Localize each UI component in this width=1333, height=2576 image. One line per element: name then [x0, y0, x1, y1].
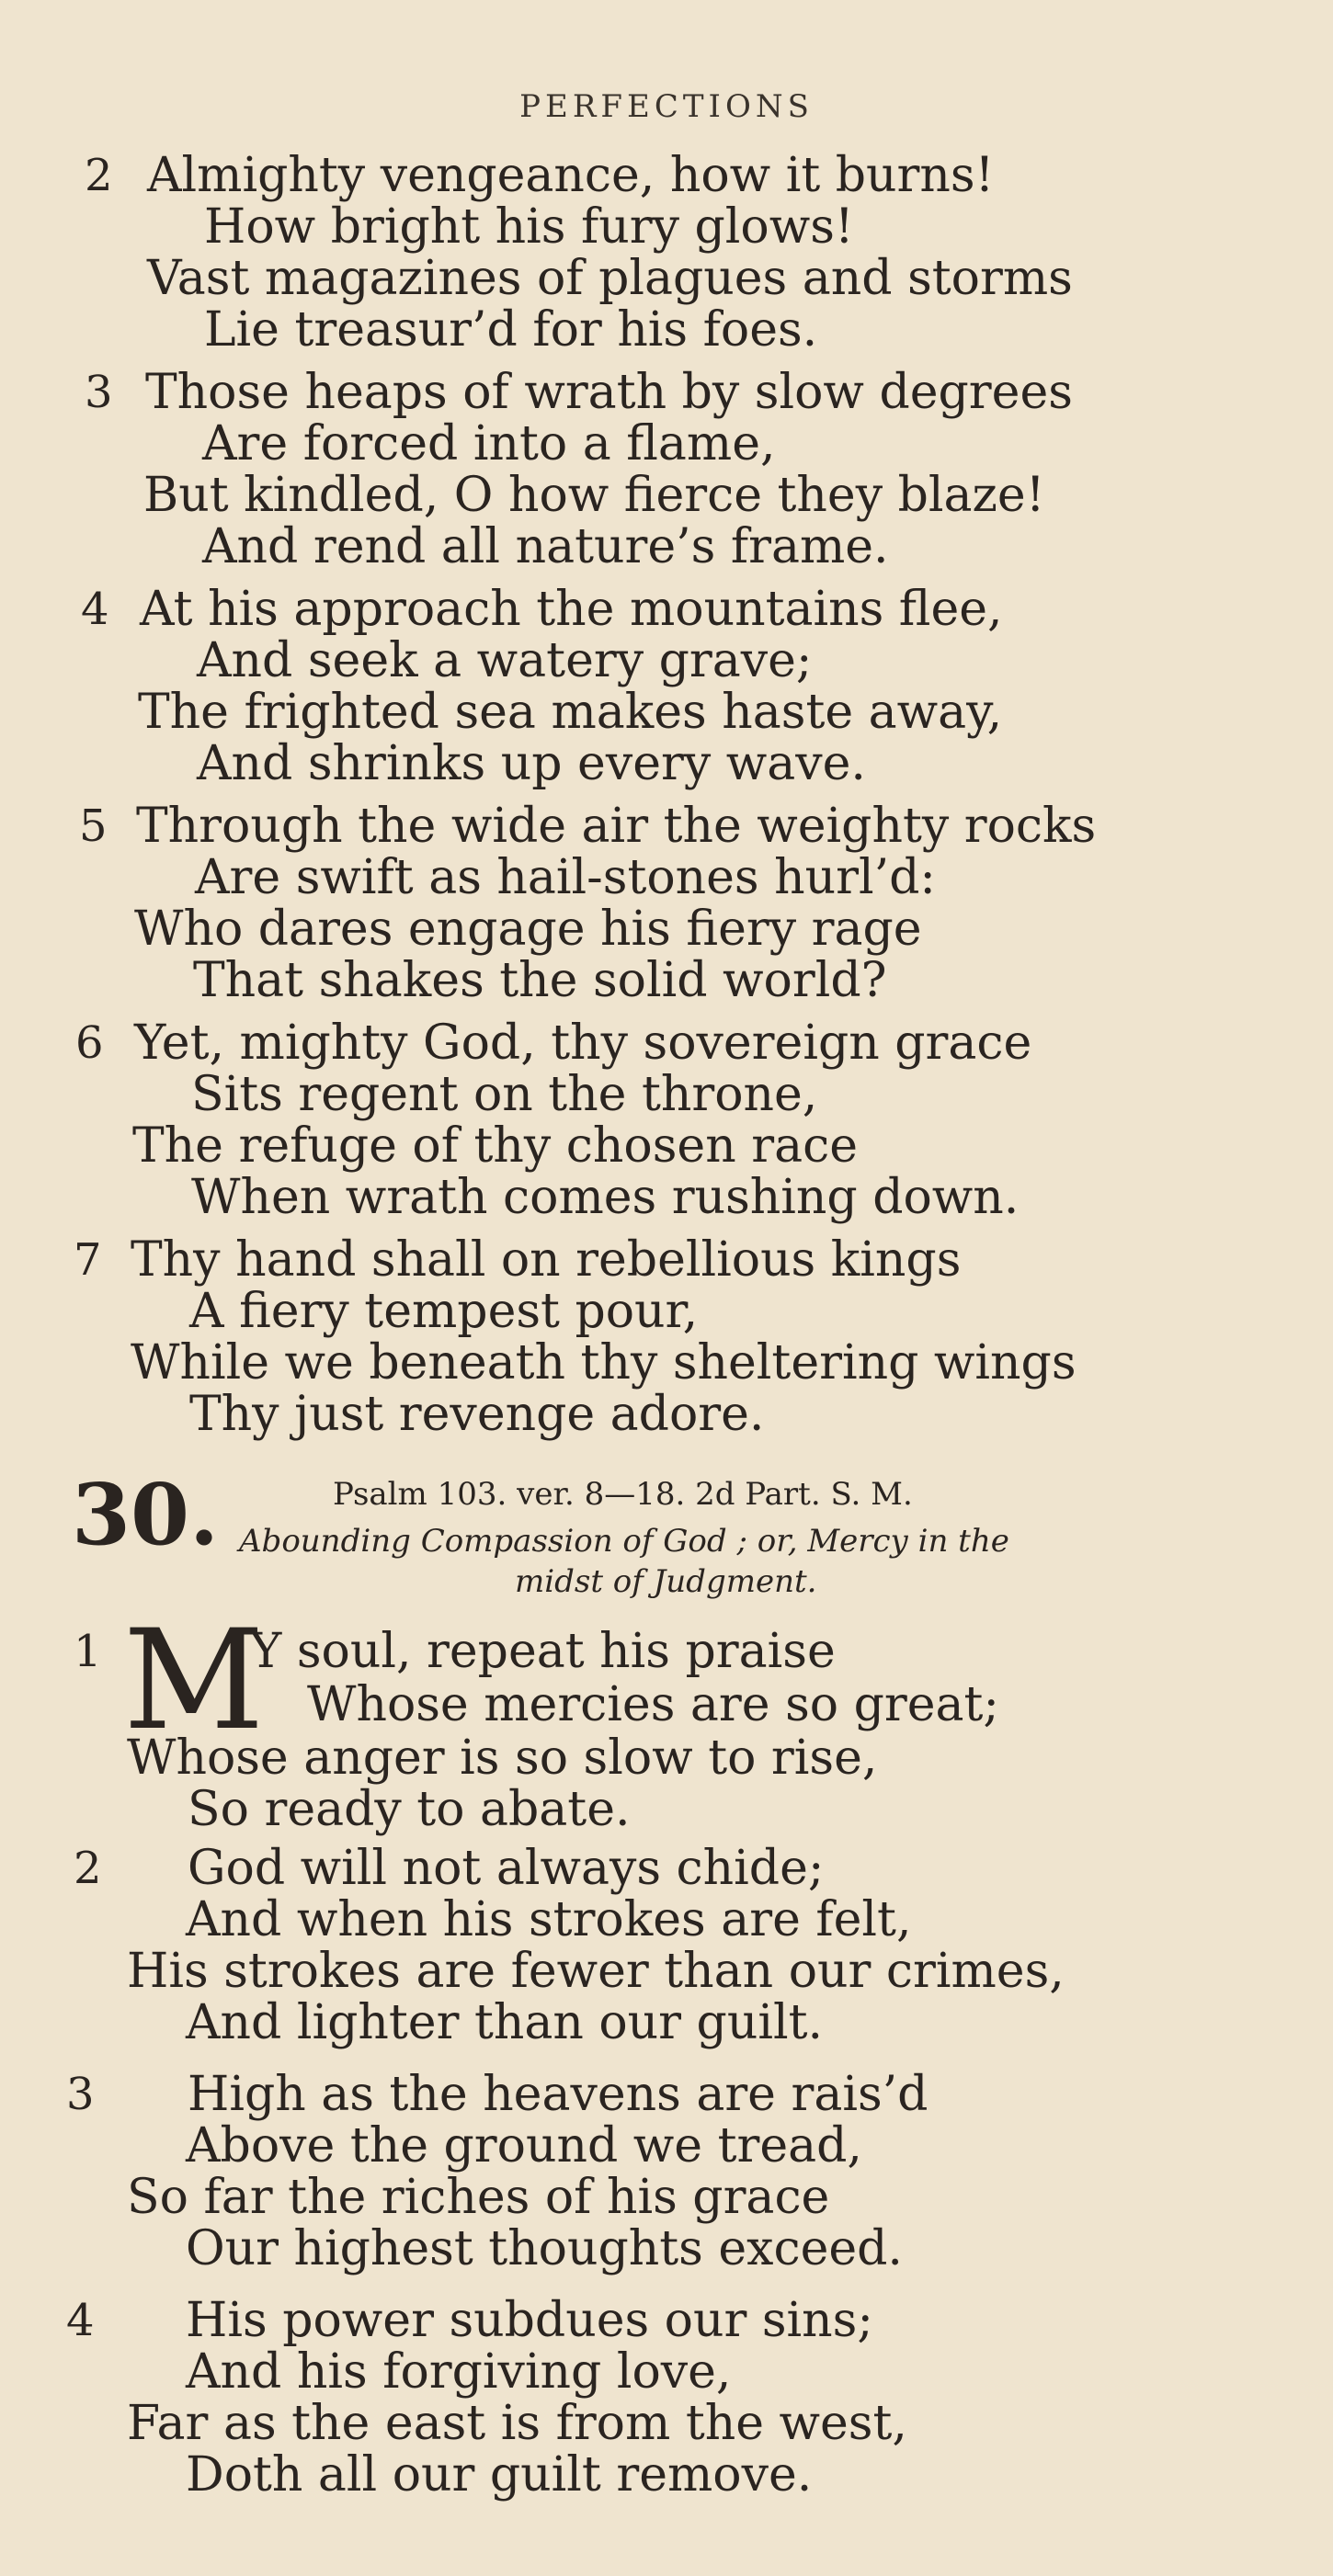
verse-line: Far as the east is from the west, [127, 2396, 907, 2451]
verse-line: His power subdues our sins; [186, 2293, 873, 2348]
verse-line: While we beneath thy sheltering wings [131, 1335, 1077, 1390]
verse-line: Those heaps of wrath by slow degrees [145, 365, 1073, 420]
verse-line: At his approach the mountains flee, [140, 582, 1003, 637]
verse-line: How bright his fury glows! [204, 199, 854, 255]
verse-line: Above the ground we tread, [186, 2118, 862, 2173]
verse-line: Through the wide air the weighty rocks [136, 799, 1097, 854]
verse-line: Thy hand shall on rebellious kings [131, 1232, 962, 1288]
hymn-title: Abounding Compassion of God ; or, Mercy in the [239, 1523, 1009, 1560]
verse-line: High as the heavens are rais’d [188, 2067, 929, 2122]
stanza-number: 2 [85, 150, 113, 201]
verse-line: Our highest thoughts exceed. [186, 2221, 903, 2276]
hymn-meter: Psalm 103. ver. 8—18. 2d Part. S. M. [333, 1476, 913, 1513]
verse-line: Y soul, repeat his praise [250, 1624, 836, 1679]
verse-line: Are swift as hail-stones hurl’d: [195, 850, 936, 905]
verse-line: Vast magazines of plagues and storms [147, 251, 1073, 306]
verse-line: So far the riches of his grace [127, 2170, 830, 2225]
verse-line: The frighted sea makes haste away, [138, 685, 1003, 740]
stanza-number: 3 [85, 367, 113, 418]
verse-line: God will not always chide; [188, 1841, 825, 1896]
drop-cap: M [123, 1601, 265, 1761]
verse-line: And his forgiving love, [186, 2344, 732, 2400]
verse-line: Whose anger is so slow to rise, [127, 1731, 878, 1786]
verse-line: And lighter than our guilt. [186, 1995, 824, 2050]
hymn-title: midst of Judgment. [515, 1563, 817, 1600]
verse-line: A fiery tempest pour, [189, 1284, 699, 1339]
hymn-number: 30. [72, 1465, 220, 1564]
stanza-number: 7 [74, 1234, 102, 1286]
stanza-number: 2 [74, 1843, 102, 1894]
running-head: PERFECTIONS [519, 88, 814, 125]
verse-line: Almighty vengeance, how it burns! [147, 148, 995, 203]
verse-line: Thy just revenge adore. [189, 1387, 765, 1442]
stanza-number: 4 [81, 584, 109, 635]
verse-line: The refuge of thy chosen race [132, 1118, 858, 1174]
verse-line: And shrinks up every wave. [197, 736, 866, 791]
verse-line: Yet, mighty God, thy sovereign grace [134, 1016, 1032, 1071]
verse-line: That shakes the solid world? [193, 953, 887, 1008]
verse-line: Doth all our guilt remove. [186, 2447, 813, 2502]
stanza-number: 5 [79, 800, 108, 852]
stanza-number: 6 [75, 1017, 104, 1069]
verse-line: His strokes are fewer than our crimes, [127, 1944, 1065, 1999]
verse-line: And when his strokes are felt, [186, 1892, 912, 1947]
stanza-number: 1 [74, 1626, 102, 1677]
stanza-number: 3 [66, 2069, 95, 2120]
verse-line: When wrath comes rushing down. [191, 1170, 1020, 1225]
verse-line: Are forced into a flame, [202, 416, 776, 471]
verse-line: Sits regent on the throne, [191, 1067, 818, 1122]
verse-line: So ready to abate. [188, 1782, 631, 1837]
verse-line: But kindled, O how fierce they blaze! [143, 468, 1045, 523]
verse-line: And rend all nature’s frame. [202, 519, 889, 574]
stanza-number: 4 [66, 2295, 95, 2346]
verse-line: And seek a watery grave; [197, 633, 813, 688]
verse-line: Lie treasur’d for his foes. [204, 302, 818, 357]
verse-line: Whose mercies are so great; [307, 1677, 999, 1732]
verse-line: Who dares engage his fiery rage [134, 902, 922, 957]
